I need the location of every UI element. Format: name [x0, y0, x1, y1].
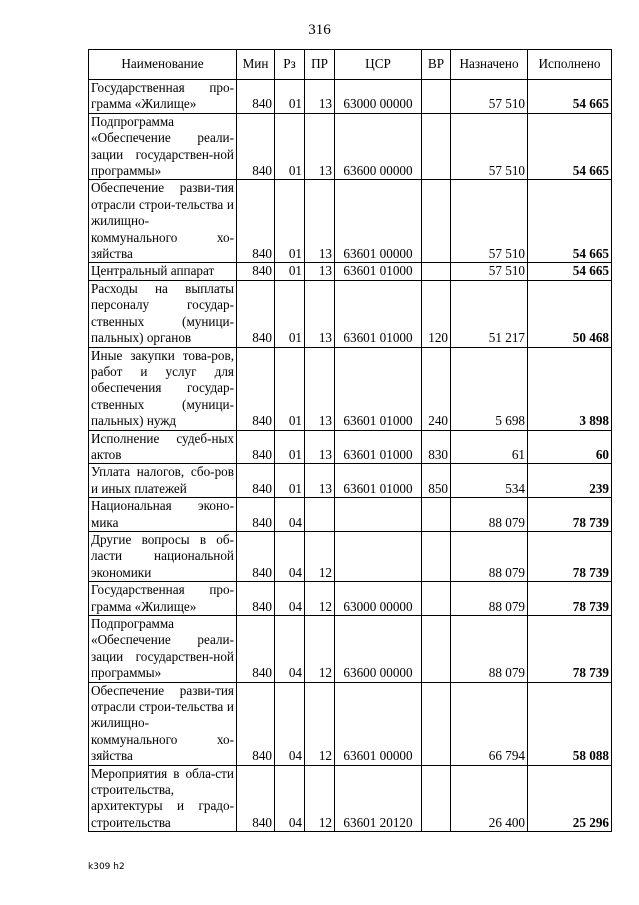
table-row	[89, 682, 612, 765]
header-vr: ВР	[422, 50, 451, 80]
cell-min: 840	[237, 263, 275, 280]
cell-executed: 50 468	[528, 280, 612, 347]
cell-executed: 54 665	[528, 80, 612, 114]
table-row	[89, 347, 612, 430]
cell-csr: 63601 01000	[335, 263, 422, 280]
cell-vr	[422, 616, 451, 683]
cell-name: Центральный аппарат	[89, 263, 237, 280]
cell-executed: 58 088	[528, 682, 612, 765]
table-body	[89, 80, 612, 832]
cell-csr: 63601 01000	[335, 280, 422, 347]
cell-csr: 63600 00000	[335, 113, 422, 180]
cell-rz: 01	[275, 347, 305, 430]
cell-name: Исполнение судеб-ных актов	[89, 430, 237, 464]
cell-name: Государственная про-грамма «Жилище»	[89, 582, 237, 616]
table-header-row	[89, 50, 612, 80]
cell-min: 840	[237, 113, 275, 180]
cell-pr: 13	[305, 347, 335, 430]
cell-pr	[305, 498, 335, 532]
cell-csr: 63601 01000	[335, 464, 422, 498]
cell-pr: 13	[305, 464, 335, 498]
table-row	[89, 113, 612, 180]
cell-vr	[422, 113, 451, 180]
cell-rz: 04	[275, 582, 305, 616]
cell-vr: 830	[422, 430, 451, 464]
cell-name: Расходы на выплаты персоналу государ-ственных (муници-пальных) органов	[89, 280, 237, 347]
cell-executed: 54 665	[528, 113, 612, 180]
cell-assigned: 57 510	[451, 263, 528, 280]
cell-name: Другие вопросы в об-ласти национальной экономики	[89, 531, 237, 581]
cell-rz: 04	[275, 616, 305, 683]
table-row	[89, 80, 612, 114]
cell-assigned: 88 079	[451, 531, 528, 581]
cell-pr: 13	[305, 263, 335, 280]
cell-vr	[422, 582, 451, 616]
cell-csr: 63600 00000	[335, 616, 422, 683]
cell-name: Иные закупки това-ров, работ и услуг для обеспечения государ-ственных (муници-пальных) нужд	[89, 347, 237, 430]
cell-assigned: 5 698	[451, 347, 528, 430]
cell-csr: 63000 00000	[335, 80, 422, 114]
cell-vr	[422, 531, 451, 581]
page-number: 316	[308, 22, 331, 38]
cell-executed: 78 739	[528, 582, 612, 616]
cell-rz: 01	[275, 113, 305, 180]
cell-vr	[422, 498, 451, 532]
cell-assigned: 88 079	[451, 616, 528, 683]
cell-csr: 63601 00000	[335, 682, 422, 765]
header-min: Мин	[237, 50, 275, 80]
cell-csr: 63601 01000	[335, 347, 422, 430]
cell-assigned: 534	[451, 464, 528, 498]
cell-min: 840	[237, 616, 275, 683]
cell-vr	[422, 80, 451, 114]
cell-vr	[422, 765, 451, 832]
cell-vr: 120	[422, 280, 451, 347]
cell-rz: 04	[275, 498, 305, 532]
cell-min: 840	[237, 430, 275, 464]
cell-rz: 04	[275, 682, 305, 765]
cell-executed: 78 739	[528, 616, 612, 683]
cell-name: Подпрограмма «Обеспечение реали-зации государствен-ной программы»	[89, 616, 237, 683]
cell-csr: 63601 20120	[335, 765, 422, 832]
cell-min: 840	[237, 464, 275, 498]
table-row	[89, 531, 612, 581]
cell-min: 840	[237, 180, 275, 263]
cell-vr: 850	[422, 464, 451, 498]
cell-pr: 13	[305, 113, 335, 180]
table-row	[89, 263, 612, 280]
cell-executed: 239	[528, 464, 612, 498]
cell-name: Обеспечение разви-тия отрасли строи-тельства и жилищно-коммунального хо-зяйства	[89, 180, 237, 263]
cell-pr: 13	[305, 430, 335, 464]
cell-assigned: 51 217	[451, 280, 528, 347]
cell-vr	[422, 263, 451, 280]
cell-executed: 3 898	[528, 347, 612, 430]
cell-rz: 01	[275, 280, 305, 347]
cell-vr: 240	[422, 347, 451, 430]
cell-min: 840	[237, 765, 275, 832]
header-assigned: Назначено	[451, 50, 528, 80]
cell-assigned: 66 794	[451, 682, 528, 765]
cell-csr: 63000 00000	[335, 582, 422, 616]
cell-assigned: 57 510	[451, 180, 528, 263]
cell-rz: 04	[275, 765, 305, 832]
cell-executed: 78 739	[528, 498, 612, 532]
table-row	[89, 464, 612, 498]
cell-csr	[335, 498, 422, 532]
cell-assigned: 61	[451, 430, 528, 464]
footer-code: k309 h2	[88, 862, 125, 872]
cell-pr: 12	[305, 616, 335, 683]
table-row	[89, 582, 612, 616]
cell-pr: 12	[305, 582, 335, 616]
cell-vr	[422, 180, 451, 263]
cell-assigned: 57 510	[451, 113, 528, 180]
cell-pr: 13	[305, 280, 335, 347]
cell-vr	[422, 682, 451, 765]
cell-rz: 01	[275, 263, 305, 280]
header-executed: Исполнено	[528, 50, 612, 80]
cell-pr: 12	[305, 682, 335, 765]
cell-rz: 01	[275, 180, 305, 263]
header-pr: ПР	[305, 50, 335, 80]
cell-name: Обеспечение разви-тия отрасли строи-тельства и жилищно-коммунального хо-зяйства	[89, 682, 237, 765]
cell-rz: 01	[275, 464, 305, 498]
cell-min: 840	[237, 531, 275, 581]
cell-name: Уплата налогов, сбо-ров и иных платежей	[89, 464, 237, 498]
header-rz: Рз	[275, 50, 305, 80]
budget-table	[88, 49, 612, 832]
cell-rz: 04	[275, 531, 305, 581]
cell-executed: 78 739	[528, 531, 612, 581]
cell-name: Национальная эконо-мика	[89, 498, 237, 532]
cell-rz: 01	[275, 430, 305, 464]
cell-assigned: 88 079	[451, 498, 528, 532]
cell-csr	[335, 531, 422, 581]
cell-executed: 60	[528, 430, 612, 464]
cell-pr: 12	[305, 765, 335, 832]
table-row	[89, 180, 612, 263]
cell-assigned: 26 400	[451, 765, 528, 832]
cell-min: 840	[237, 582, 275, 616]
cell-executed: 54 665	[528, 263, 612, 280]
table-row	[89, 616, 612, 683]
cell-min: 840	[237, 347, 275, 430]
cell-min: 840	[237, 80, 275, 114]
cell-csr: 63601 00000	[335, 180, 422, 263]
cell-executed: 54 665	[528, 180, 612, 263]
cell-executed: 25 296	[528, 765, 612, 832]
cell-assigned: 57 510	[451, 80, 528, 114]
cell-min: 840	[237, 682, 275, 765]
cell-min: 840	[237, 498, 275, 532]
cell-assigned: 88 079	[451, 582, 528, 616]
header-name: Наименование	[89, 50, 237, 80]
cell-pr: 12	[305, 531, 335, 581]
table-row	[89, 498, 612, 532]
cell-pr: 13	[305, 180, 335, 263]
cell-pr: 13	[305, 80, 335, 114]
cell-name: Подпрограмма «Обеспечение реали-зации государствен-ной программы»	[89, 113, 237, 180]
cell-name: Государственная про-грамма «Жилище»	[89, 80, 237, 114]
cell-min: 840	[237, 280, 275, 347]
table-row	[89, 280, 612, 347]
cell-csr: 63601 01000	[335, 430, 422, 464]
header-csr: ЦСР	[335, 50, 422, 80]
table-row	[89, 765, 612, 832]
cell-rz: 01	[275, 80, 305, 114]
table-row	[89, 430, 612, 464]
cell-name: Мероприятия в обла-сти строительства, архитектуры и градо-строительства	[89, 765, 237, 832]
